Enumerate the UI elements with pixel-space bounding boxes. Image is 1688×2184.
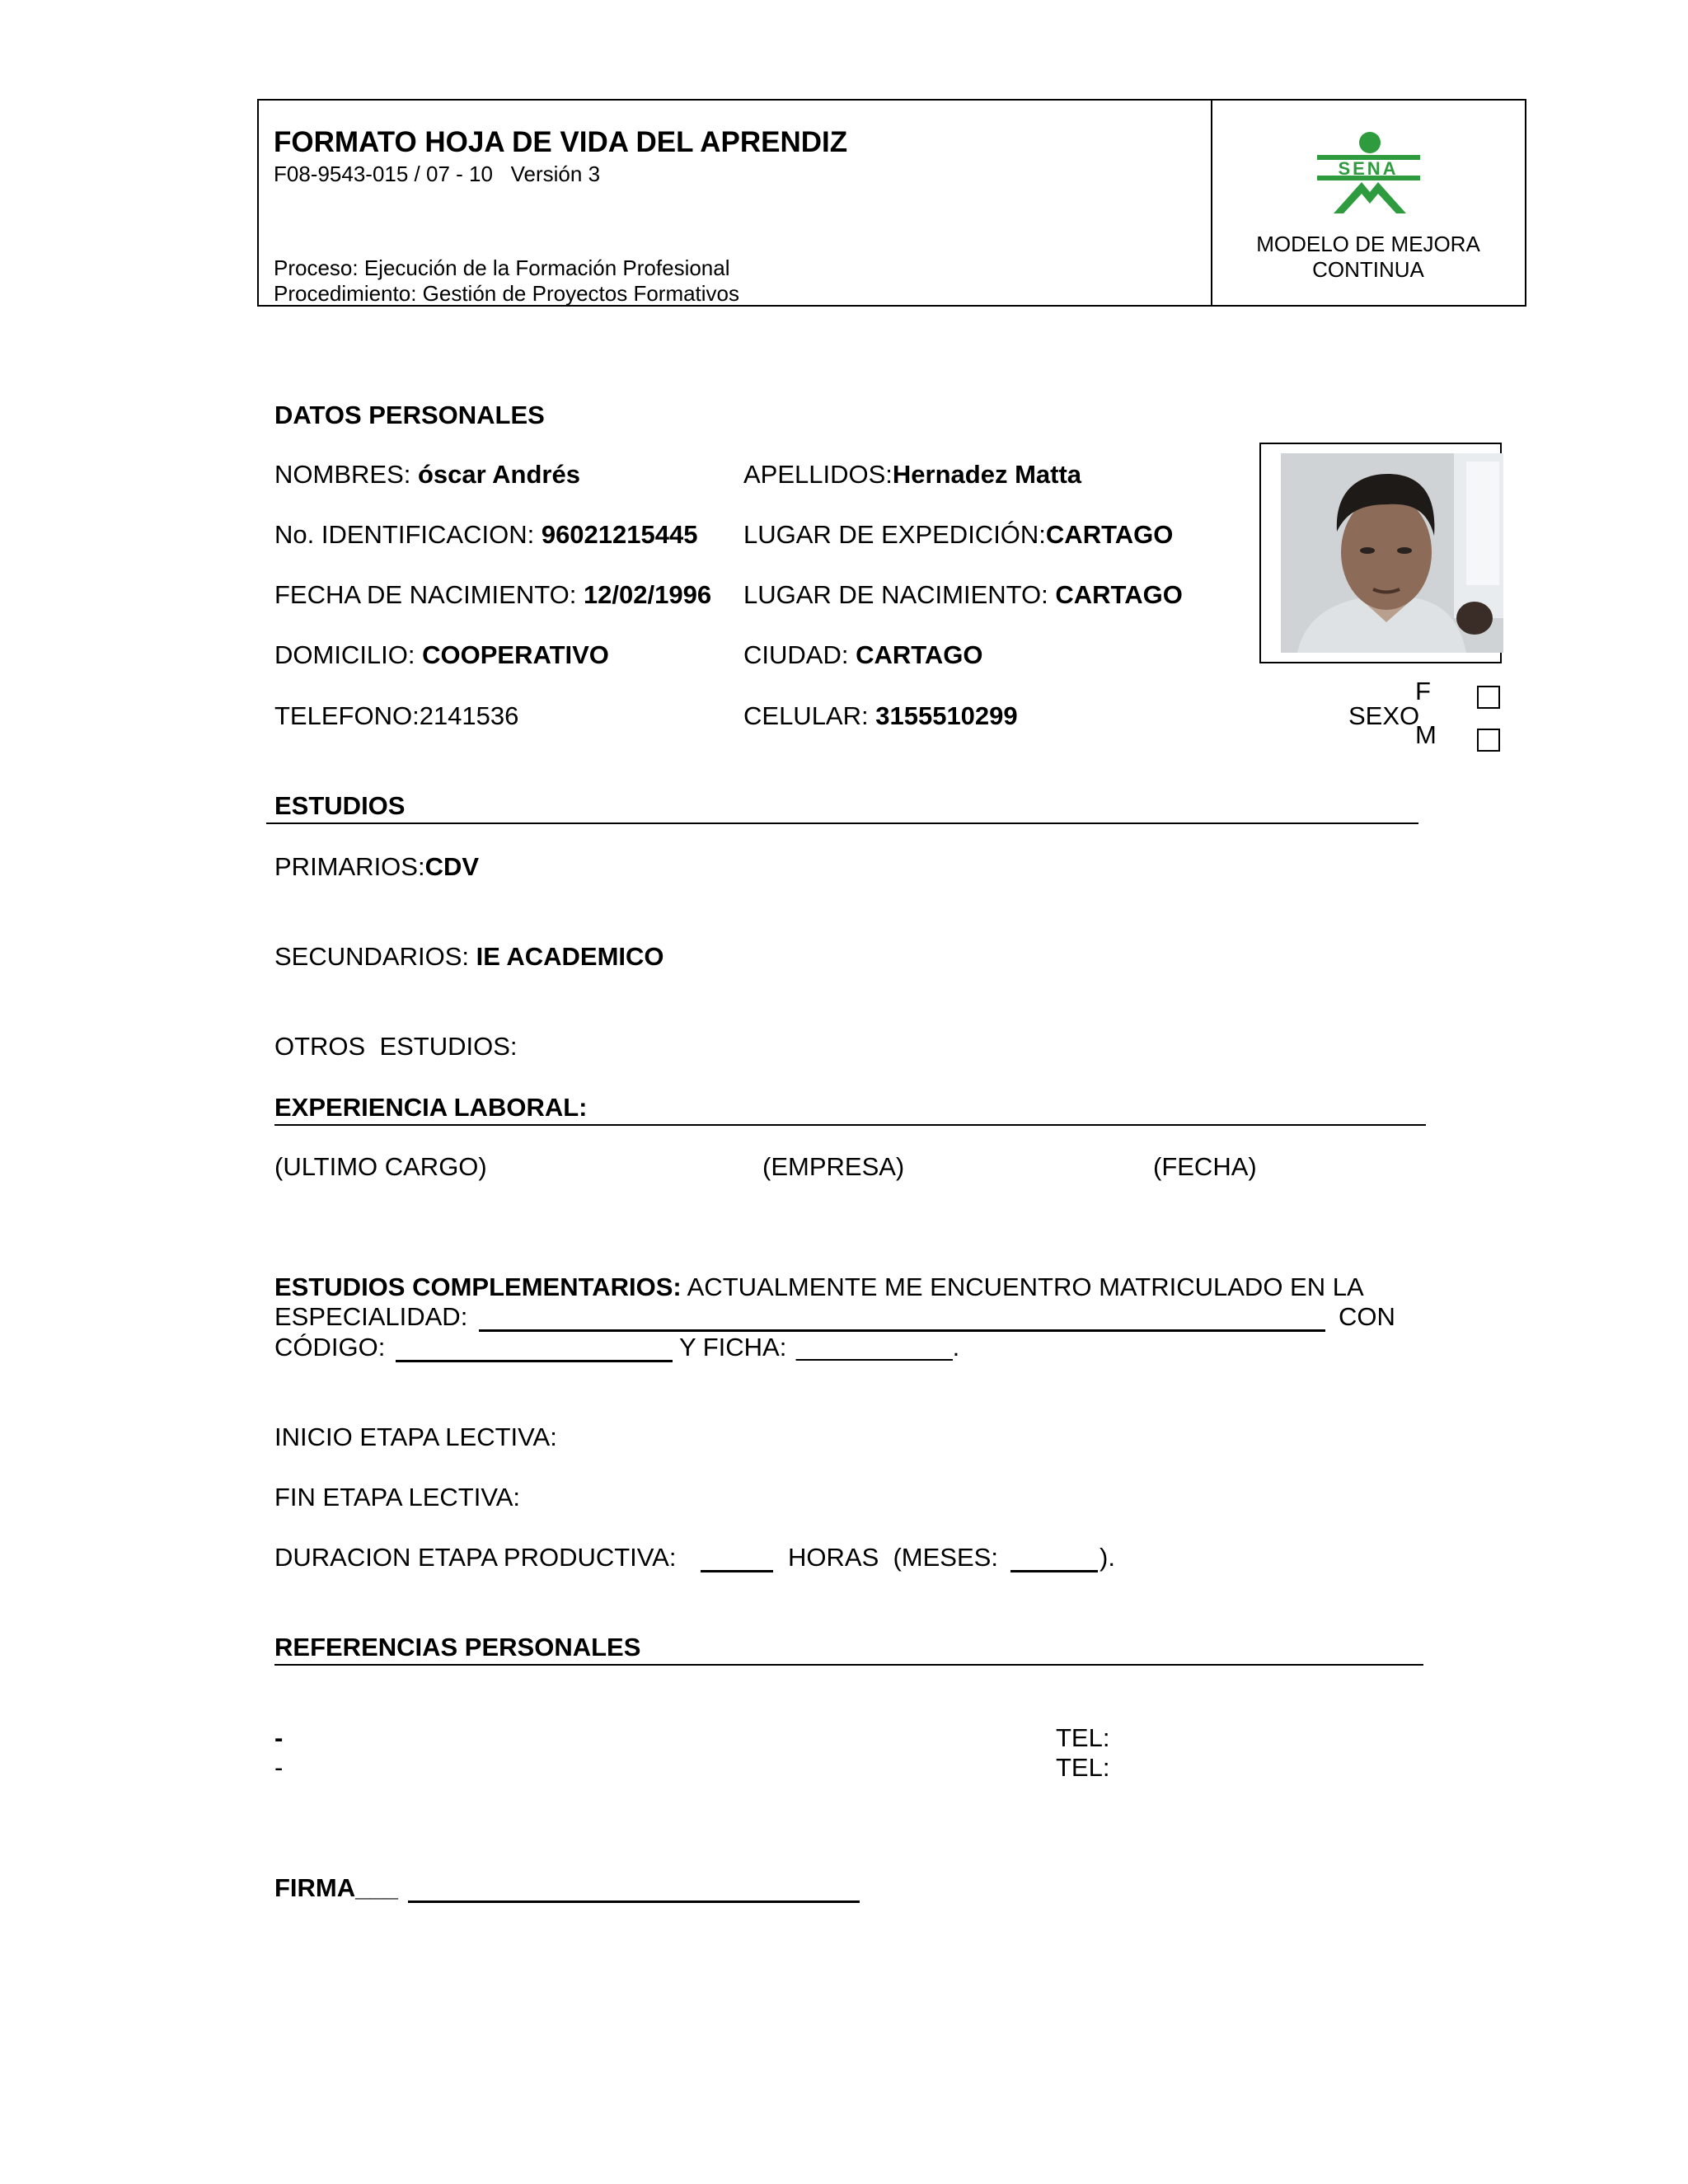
ciudad-label: CIUDAD: xyxy=(743,640,849,669)
sena-logo xyxy=(1311,128,1426,218)
referencias-rule xyxy=(274,1664,1423,1666)
fin-etapa-label: FIN ETAPA LECTIVA: xyxy=(274,1483,521,1511)
otros-estudios-label: OTROS ESTUDIOS: xyxy=(274,1032,518,1061)
duracion-close: ). xyxy=(1100,1543,1115,1572)
form-code: F08-9543-015 / 07 - 10 Versión 3 xyxy=(274,162,601,186)
meses-blank[interactable] xyxy=(1010,1570,1098,1572)
referencia-2-tel: TEL: xyxy=(1056,1753,1110,1782)
lugar-nacimiento-label: LUGAR DE NACIMIENTO: xyxy=(743,580,1048,609)
nombres-label: NOMBRES: xyxy=(274,460,411,489)
ciudad-value: CARTAGO xyxy=(856,640,983,669)
sexo-label: SEXO xyxy=(1348,701,1420,730)
expedicion-row xyxy=(743,520,1173,550)
referencia-1-dash: - xyxy=(274,1723,284,1752)
modelo-line2: CONTINUA xyxy=(1312,257,1424,282)
identificacion-value: 96021215445 xyxy=(541,520,698,549)
celular-label: CELULAR: xyxy=(743,701,869,730)
domicilio-value: COOPERATIVO xyxy=(422,640,609,669)
identificacion-row xyxy=(274,520,697,550)
primarios-label: PRIMARIOS: xyxy=(274,852,425,881)
nombres-row xyxy=(274,460,580,490)
domicilio-label: DOMICILIO: xyxy=(274,640,415,669)
ficha-blank[interactable]: ___________. xyxy=(796,1333,960,1361)
apellidos-label: APELLIDOS: xyxy=(743,460,893,489)
expedicion-value: CARTAGO xyxy=(1045,520,1174,549)
proceso-text: Proceso: Ejecución de la Formación Profesional xyxy=(274,255,730,280)
apellidos-row xyxy=(743,460,1081,490)
sena-logo-text: SENA xyxy=(1338,158,1399,179)
firma-short-blank: ___ xyxy=(355,1873,398,1902)
fecha-nacimiento-row xyxy=(274,580,711,610)
estudios-heading: ESTUDIOS xyxy=(274,791,406,820)
especialidad-label: ESPECIALIDAD: xyxy=(274,1302,468,1331)
procedimiento-text: Procedimiento: Gestión de Proyectos Formativos xyxy=(274,281,740,306)
col-ultimo-cargo: (ULTIMO CARGO) xyxy=(274,1152,487,1181)
secundarios-value: IE ACADEMICO xyxy=(476,942,664,971)
secundarios-label: SECUNDARIOS: xyxy=(274,942,469,971)
expedicion-label: LUGAR DE EXPEDICIÓN: xyxy=(743,520,1046,549)
telefono-row xyxy=(274,701,518,731)
applicant-photo xyxy=(1281,453,1503,653)
complementarios-line1-text: ACTUALMENTE ME ENCUENTRO MATRICULADO EN LA xyxy=(687,1272,1364,1301)
firma-row xyxy=(274,1873,398,1903)
primarios-row xyxy=(274,852,479,882)
codigo-label: CÓDIGO: xyxy=(274,1333,386,1361)
experiencia-rule xyxy=(274,1124,1426,1126)
estudios-rule xyxy=(266,823,1418,824)
identificacion-label: No. IDENTIFICACION: xyxy=(274,520,535,549)
referencia-1-tel: TEL: xyxy=(1056,1723,1110,1752)
nombres-value: óscar Andrés xyxy=(417,460,580,489)
duracion-label: DURACION ETAPA PRODUCTIVA: xyxy=(274,1543,677,1572)
codigo-blank[interactable] xyxy=(396,1360,673,1362)
celular-value: 3155510299 xyxy=(875,701,1018,730)
modelo-line1: MODELO DE MEJORA xyxy=(1256,232,1480,256)
secundarios-row xyxy=(274,942,664,972)
lugar-nacimiento-value: CARTAGO xyxy=(1055,580,1183,609)
referencias-heading: REFERENCIAS PERSONALES xyxy=(274,1633,641,1661)
fecha-nacimiento-label: FECHA DE NACIMIENTO: xyxy=(274,580,577,609)
telefono-value: 2141536 xyxy=(419,701,519,730)
sexo-m-checkbox[interactable] xyxy=(1477,729,1500,752)
form-title: FORMATO HOJA DE VIDA DEL APRENDIZ xyxy=(274,126,848,158)
complementarios-line1 xyxy=(274,1272,1364,1302)
sexo-f-checkbox[interactable] xyxy=(1477,686,1500,709)
primarios-value: CDV xyxy=(424,852,480,881)
firma-line[interactable] xyxy=(408,1900,860,1903)
sexo-m-label: M xyxy=(1415,720,1437,749)
datos-personales-heading: DATOS PERSONALES xyxy=(274,401,545,429)
col-fecha: (FECHA) xyxy=(1153,1152,1257,1181)
sexo-f-label: F xyxy=(1415,677,1431,705)
lugar-nacimiento-row xyxy=(743,580,1183,610)
experiencia-heading: EXPERIENCIA LABORAL: xyxy=(274,1093,588,1122)
duracion-horas-blank[interactable] xyxy=(701,1570,773,1572)
complementarios-heading: ESTUDIOS COMPLEMENTARIOS: xyxy=(274,1272,682,1301)
con-text: CON xyxy=(1339,1302,1395,1331)
firma-label: FIRMA xyxy=(274,1873,356,1902)
especialidad-blank[interactable] xyxy=(479,1329,1325,1332)
ficha-label: Y FICHA: xyxy=(679,1333,787,1361)
fecha-nacimiento-value: 12/02/1996 xyxy=(583,580,712,609)
ciudad-row xyxy=(743,640,983,670)
celular-row xyxy=(743,701,1018,731)
telefono-label: TELEFONO: xyxy=(274,701,420,730)
inicio-etapa-label: INICIO ETAPA LECTIVA: xyxy=(274,1422,557,1451)
col-empresa: (EMPRESA) xyxy=(762,1152,905,1181)
referencia-2-dash: - xyxy=(274,1753,284,1782)
domicilio-row xyxy=(274,640,609,670)
apellidos-value: Hernadez Matta xyxy=(892,460,1082,489)
horas-meses-label: HORAS (MESES: xyxy=(788,1543,998,1572)
